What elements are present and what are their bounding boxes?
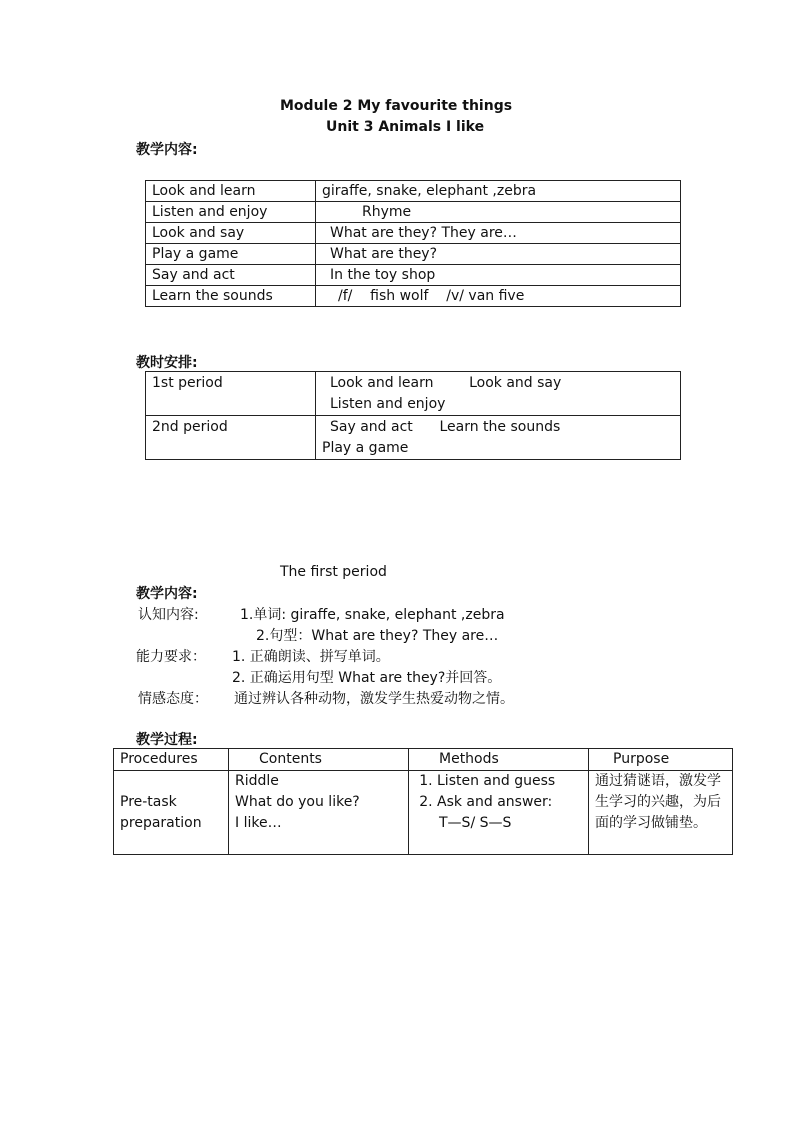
row-value: What are they? [316,244,681,265]
attitude-text: 通过辨认各种动物，激发学生热爱动物之情。 [234,691,514,707]
procedure-line: preparation [120,814,202,831]
table-row [146,181,681,202]
header-purpose: Purpose [589,749,733,771]
period-title: The first period [280,564,387,580]
module-title: Module 2 My favourite things [280,98,513,114]
row-value: Rhyme [316,202,681,223]
period-line: Say and act Learn the sounds [330,419,561,435]
period-line: Look and learn Look and say [330,375,562,391]
row-label: Look and say [146,223,316,244]
row-label: Say and act [146,265,316,286]
period-label: 2nd period [146,416,316,460]
period-label: 1st period [146,372,316,416]
row-label: Listen and enjoy [146,202,316,223]
method-item: 2. Ask and answer: [437,792,582,813]
period-line: Listen and enjoy [330,396,446,412]
header-methods: Methods [409,749,589,771]
row-label: Play a game [146,244,316,265]
table-row [146,202,681,223]
period-line: Play a game [322,440,409,456]
period-content-heading: 教学内容: [136,586,198,602]
ability-label: 能力要求： [136,649,206,665]
method-detail: T—S/ S—S [439,815,512,831]
header-contents: Contents [229,749,409,771]
content-line: I like… [235,815,282,831]
content-line: Riddle [235,773,279,789]
table-row [146,223,681,244]
cognitive-label: 认知内容: [138,607,199,623]
ability-item: 2. 正确运用句型 What are they?并回答。 [232,670,502,686]
schedule-table [145,371,681,460]
method-item: 1. Listen and guess [437,771,582,792]
schedule-heading: 教时安排: [136,355,198,371]
row-value: What are they? They are… [316,223,681,244]
row-value: /f/ fish wolf /v/ van five [316,286,681,307]
process-heading: 教学过程: [136,732,198,748]
table-row [146,372,681,416]
methods-list [415,771,582,813]
cognitive-item: 2.句型：What are they? They are… [256,628,499,644]
row-label: Learn the sounds [146,286,316,307]
row-value: In the toy shop [316,265,681,286]
header-procedures: Procedures [114,749,229,771]
row-label: Look and learn [146,181,316,202]
row-value: giraffe, snake, elephant ,zebra [316,181,681,202]
attitude-label: 情感态度： [138,691,208,707]
unit-title: Unit 3 Animals I like [326,119,485,135]
table-row [146,265,681,286]
table-row [146,244,681,265]
process-table [113,748,733,855]
table-row [146,286,681,307]
ability-item: 1. 正确朗读、拼写单词。 [232,649,390,665]
table-row [146,416,681,460]
purpose-text: 通过猜谜语，激发学生学习的兴趣，为后面的学习做铺垫。 [589,771,733,855]
table-row [114,771,733,855]
table-header-row [114,749,733,771]
procedure-line: Pre-task [120,793,177,810]
content-table [145,180,681,307]
cognitive-item: 1.单词: giraffe, snake, elephant ,zebra [240,607,505,623]
content-heading: 教学内容: [136,142,198,158]
content-line: What do you like? [235,794,360,810]
